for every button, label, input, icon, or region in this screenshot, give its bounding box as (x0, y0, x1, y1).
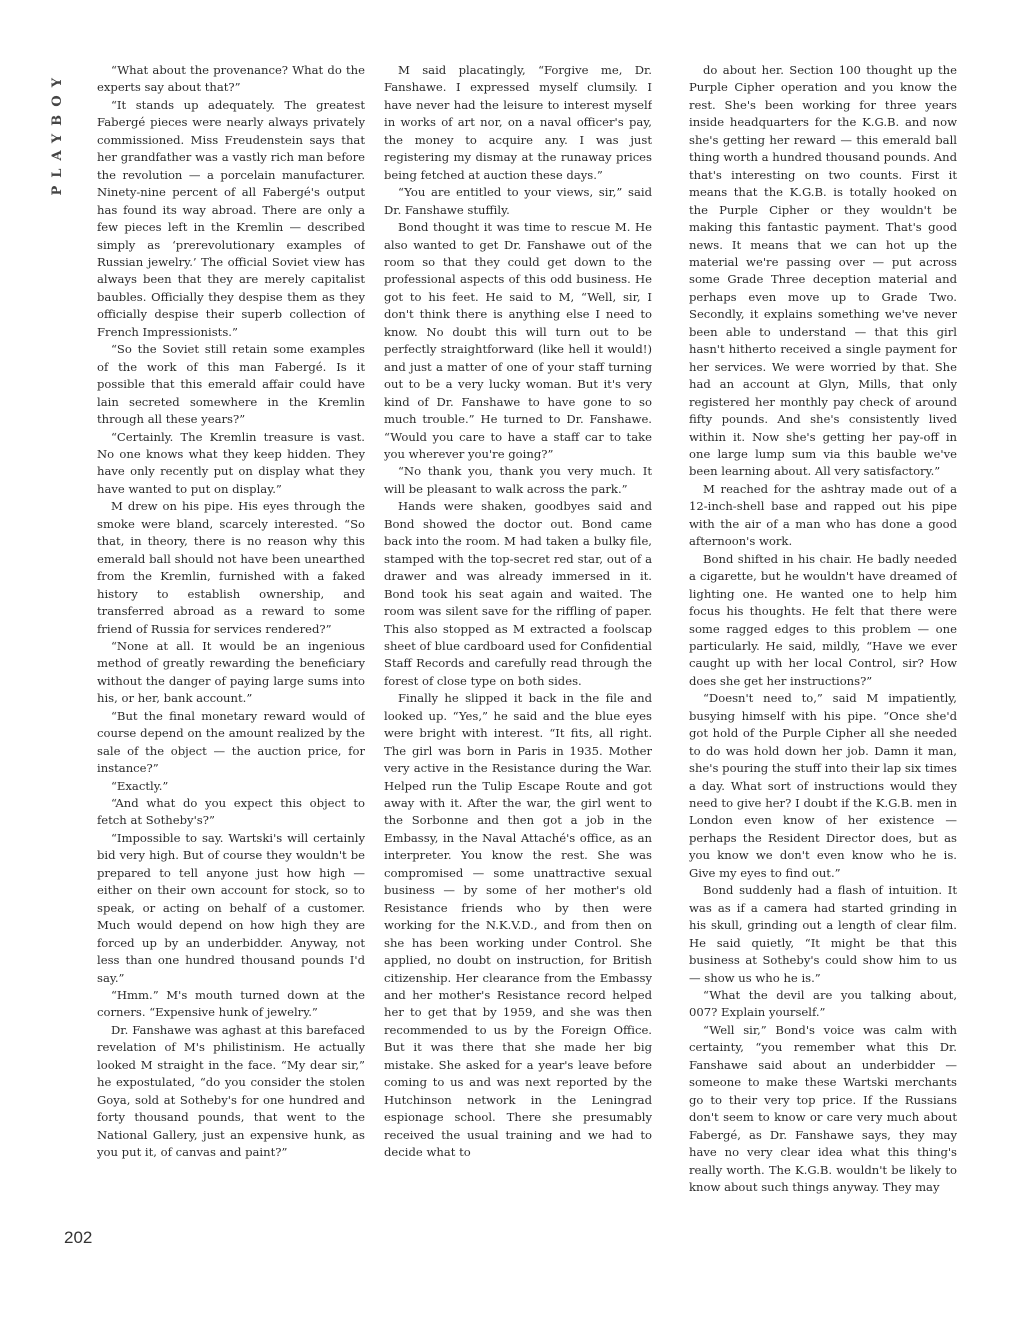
paragraph: “Exactly.” (111, 778, 169, 793)
paragraph: “So the Soviet still retain some examples of the work of this man Fabergé. Is it possible that this emerald affair could have lain secreted somewhere in the Kremlin through all these years?” (97, 342, 365, 427)
paragraph: Dr. Fanshawe was aghast at this barefaced revelation of M's philistinism. He actually looked M straight in the face. “My dear sir,” he expostulated, “do you consider the stolen Goya, sold at Sotheby's for one hundred and forty thousand pounds, that went to the National Gallery, just an expensive hunk, as you put it, of canvas and paint?” (97, 1022, 365, 1160)
text-column-1 (97, 62, 365, 1272)
paragraph: “None at all. It would be an ingenious method of greatly rewarding the beneficiary without the danger of paying large sums into his, or her, bank account.” (97, 638, 365, 706)
paragraph: “What about the provenance? What do the experts say about that?” (97, 63, 365, 95)
paragraph: Hands were shaken, goodbyes said and Bond showed the doctor out. Bond came back into the room. M had taken a bulky file, stamped with the top-secret red star, out of a drawer and was already immersed in it. Bond took his seat again and waited. The room was silent save for the riffling of paper. This also stopped as M extracted a foolscap sheet of blue cardboard used for Confidential Staff Records and carefully read through the forest of close type on both sides. (384, 499, 652, 688)
paragraph: “Well sir,” Bond's voice was calm with certainty, “you remember what this Dr. Fanshawe said about an underbidder — someone to make these Wartski merchants go to their very top price. If the Russians don't seem to know or care very much about Fabergé, as Dr. Fanshawe says, they may have no very clear idea what this thing's really worth. The K.G.B. wouldn't be likely to know about such things anyway. They may (689, 1022, 957, 1194)
paragraph: Bond thought it was time to rescue M. He also wanted to get Dr. Fanshawe out of the room so that they could get down to the professional aspects of this odd business. He got to his feet. He said to M, “Well, sir, I don't think there is anything else I need to know. No doubt this will turn out to be perfectly straightforward (like hell it would!) and just a matter of one of your staff turning out to be a very lucky woman. But it's very kind of Dr. Fanshawe to have gone to so much trouble.” He turned to Dr. Fanshawe. “Would you care to have a staff car to take you wherever you're going?” (384, 220, 652, 461)
paragraph: “Certainly. The Kremlin treasure is vast. No one knows what they keep hidden. They have only recently put on display what they have wanted to put on display.” (97, 429, 365, 496)
paragraph: “Impossible to say. Wartski's will certainly bid very high. But of course they wouldn't be prepared to tell anyone just how high — either on their own account for stock, so to speak, or acting on behalf of a customer. Much would depend on how high they are forced up by an underbidder. Anyway, not less than one hundred thousand pounds I'd say.” (97, 830, 365, 985)
paragraph: “But the final monetary reward would of course depend on the amount realized by the sale of the object — the auction price, for instance?” (97, 708, 365, 776)
magazine-masthead: PLAYBOY (50, 70, 65, 196)
paragraph: “You are entitled to your views, sir,” said Dr. Fanshawe stuffily. (384, 185, 652, 217)
paragraph: M said placatingly, “Forgive me, Dr. Fanshawe. I expressed myself clumsily. I have never had the leisure to interest myself in works of art nor, on a naval officer's pay, the money to acquire any. I was just registering my dismay at the runaway prices being fetched at auction these days.” (384, 63, 652, 182)
paragraph: “What the devil are you talking about, 007? Explain yourself.” (689, 988, 957, 1020)
paragraph: Bond suddenly had a flash of intuition. It was as if a camera had started grinding in his skull, grinding out a length of clear film. He said quietly, “It might be that this business at Sotheby's could show him to us — show us who he is.” (689, 883, 957, 985)
paragraph: M reached for the ashtray made out of a 12-inch-shell base and rapped out his pipe with the air of a man who has done a good afternoon's work. (689, 481, 957, 549)
page-number: 202 (64, 1228, 93, 1247)
text-column-2 (384, 62, 652, 1272)
paragraph: Bond shifted in his chair. He badly needed a cigarette, but he wouldn't have dreamed of lighting one. He wanted one to help him focus his thoughts. He felt that there were some ragged edges to this problem — one particularly. He said, mildly, “Have we ever caught up with her local Control, sir? How does she get her instructions?” (689, 551, 957, 688)
text-column-3 (689, 62, 957, 1272)
paragraph: “Hmm.” M's mouth turned down at the corners. “Expensive hunk of jewelry.” (97, 988, 365, 1020)
paragraph: M drew on his pipe. His eyes through the smoke were bland, scarcely interested. “So that, in theory, there is no reason why this emerald ball should not have been unearthed from the Kremlin, furnished with a faked history to establish ownership, and transferred abroad as a reward to some friend of Russia for services rendered?” (97, 499, 365, 636)
paragraph: “And what do you expect this object to fetch at Sotheby's?” (97, 796, 365, 828)
paragraph: do about her. Section 100 thought up the Purple Cipher operation and you know the rest. She's been working for three years inside headquarters for the K.G.B. and now she's getting her reward — this emerald ball thing worth a hundred thousand pounds. And that's interesting on two counts. First it means that the K.G.B. is totally hooked on the Purple Cipher or they wouldn't be making this fantastic payment. That's good news. It means that we can hot up the material we're passing over — put across some Grade Three deception material and perhaps even move up to Grade Two. Secondly, it explains something we've never been able to understand — that this girl hasn't hitherto received a single payment for her services. We were worried by that. She had an account at Glyn, Mills, that only registered her monthly pay check of around fifty pounds. And she's consistently lived within it. Now she's getting her pay-off in one large lump sum via this bauble we've been learning about. All very satisfactory.” (689, 63, 957, 479)
paragraph: “No thank you, thank you very much. It will be pleasant to walk across the park.” (384, 464, 652, 496)
paragraph: “Doesn't need to,” said M impatiently, busying himself with his pipe. “Once she'd got hold of the Purple Cipher all she needed to do was hold down her job. Damn it man, she's pouring the stuff into their lap six times a day. What sort of instructions would they need to give her? I doubt if the K.G.B. men in London even know of her existence — perhaps the Resident Director does, but as you know we don't even know who he is. Give my eyes to find out.” (689, 691, 957, 880)
paragraph: “It stands up adequately. The greatest Fabergé pieces were nearly always privately commissioned. Miss Freudenstein says that her grandfather was a vastly rich man before the revolution — a porcelain manufacturer. Ninety-nine percent of all Fabergé's output has found its way abroad. There are only a few pieces left in the Kremlin — described simply as ‘prerevolutionary examples of Russian jewelry.’ The official Soviet view has always been that they are merely capitalist baubles. Officially they despise them as they officially despise their superb collection of French Impressionists.” (97, 97, 365, 339)
paragraph: Finally he slipped it back in the file and looked up. “Yes,” he said and the blue eyes were bright with interest. “It fits, all right. The girl was born in Paris in 1935. Mother very active in the Resistance during the War. Helped run the Tulip Escape Route and got away with it. After the war, the girl went to the Sorbonne and then got a job in the Embassy, in the Naval Attaché's office, as an interpreter. You know the rest. She was compromised — some unattractive sexual business — by some of her mother's old Resistance friends who by then were working for the N.K.V.D., and from then on she has been working under Control. She applied, no doubt on instruction, for British citizenship. Her clearance from the Embassy and her mother's Resistance record helped her to get that by 1959, and she was then recommended to us by the Foreign Office. But it was there that she made her big mistake. She asked for a year's leave before coming to us and was next reported by the Hutchinson network in the Leningrad espionage school. There she presumably received the usual training and we had to decide what to (384, 691, 652, 1160)
